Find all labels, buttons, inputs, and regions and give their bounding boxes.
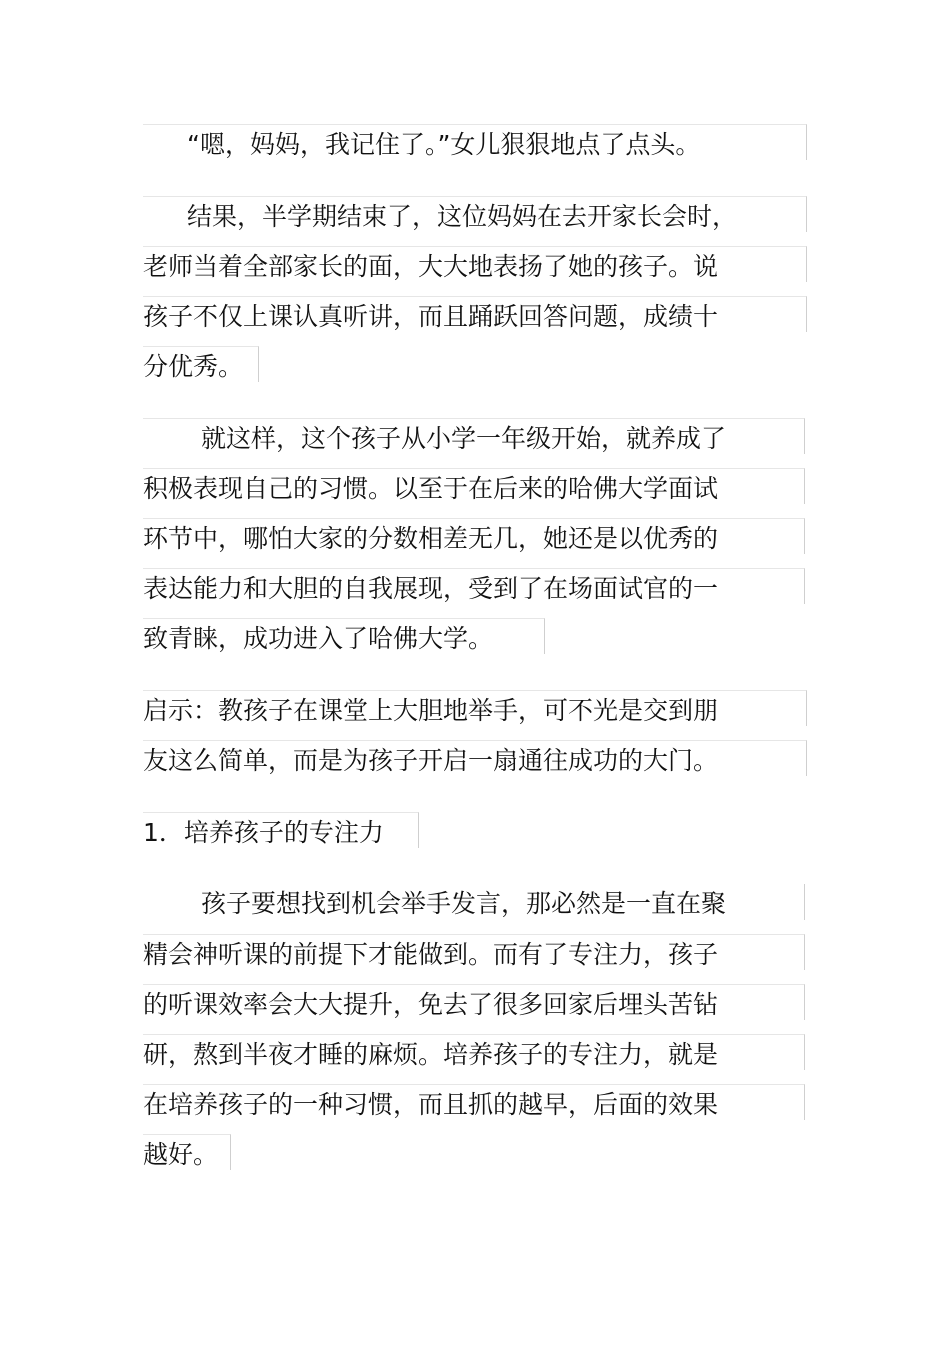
paragraph-2-line-1: 结果，半学期结束了，这位妈妈在去开家长会时， <box>143 196 807 232</box>
paragraph-5-line-6: 越好。 <box>143 1134 231 1170</box>
paragraph-5-line-4: 研，熬到半夜才睡的麻烦。培养孩子的专注力，就是 <box>143 1034 805 1070</box>
paragraph-5-line-5: 在培养孩子的一种习惯，而且抓的越早，后面的效果 <box>143 1084 805 1120</box>
paragraph-2-line-2: 老师当着全部家长的面，大大地表扬了她的孩子。说 <box>143 246 807 282</box>
paragraph-2-line-4: 分优秀。 <box>143 346 259 382</box>
paragraph-3-line-2: 积极表现自己的习惯。以至于在后来的哈佛大学面试 <box>143 468 805 504</box>
paragraph-2-line-3: 孩子不仅上课认真听讲，而且踊跃回答问题，成绩十 <box>143 296 807 332</box>
paragraph-1-line-1: “嗯，妈妈，我记住了。”女儿狠狠地点了点头。 <box>143 124 807 160</box>
paragraph-4-line-1: 启示：教孩子在课堂上大胆地举手，可不光是交到朋 <box>143 690 807 726</box>
paragraph-5-line-2: 精会神听课的前提下才能做到。而有了专注力，孩子 <box>143 934 805 970</box>
paragraph-3-line-1: 就这样，这个孩子从小学一年级开始，就养成了 <box>143 418 805 454</box>
paragraph-5-line-3: 的听课效率会大大提升，免去了很多回家后埋头苦钻 <box>143 984 805 1020</box>
paragraph-4-line-2: 友这么简单，而是为孩子开启一扇通往成功的大门。 <box>143 740 807 776</box>
section-heading: 1．培养孩子的专注力 <box>143 812 419 848</box>
paragraph-3-line-3: 环节中，哪怕大家的分数相差无几，她还是以优秀的 <box>143 518 805 554</box>
paragraph-5-line-1: 孩子要想找到机会举手发言，那必然是一直在聚 <box>143 884 805 920</box>
paragraph-3-line-4: 表达能力和大胆的自我展现，受到了在场面试官的一 <box>143 568 805 604</box>
paragraph-3-line-5: 致青睐，成功进入了哈佛大学。 <box>143 618 545 654</box>
